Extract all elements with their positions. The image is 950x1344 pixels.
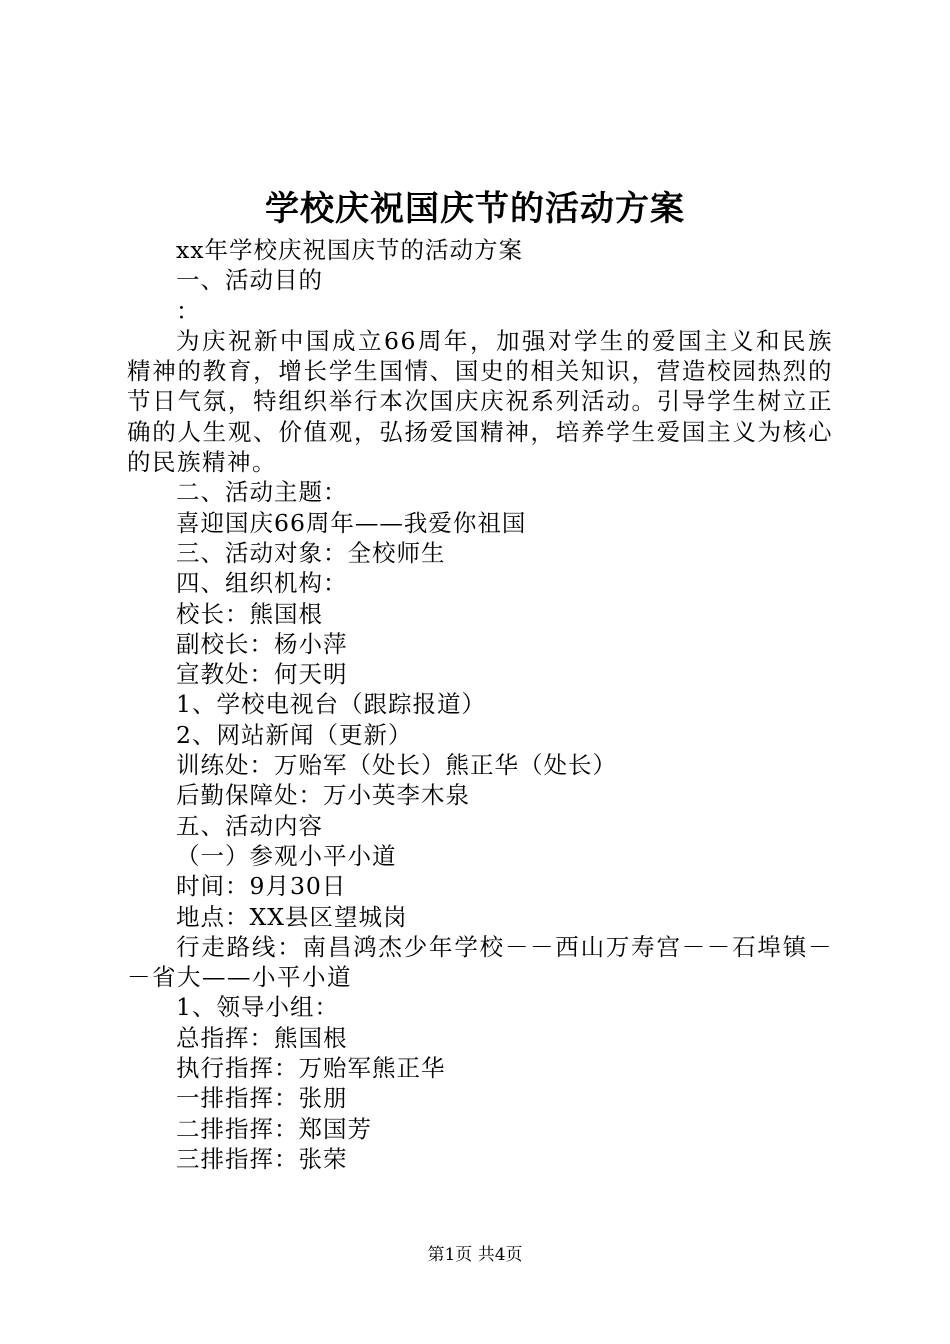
text-line: 总指挥：熊国根 <box>176 1023 348 1052</box>
text-line: 训练处：万贻军（处长）熊正华（处长） <box>176 751 617 780</box>
text-line: 副校长：杨小萍 <box>176 629 348 658</box>
text-line: 地点：XX县区望城岗 <box>176 902 408 931</box>
text-line: 宣教处：何天明 <box>176 660 348 689</box>
section-heading: 三、活动对象：全校师生 <box>176 538 446 567</box>
text-line: 一排指挥：张朋 <box>176 1084 348 1113</box>
text-line: 1、领导小组： <box>176 993 339 1022</box>
section-heading: 四、组织机构： <box>176 569 348 598</box>
section-heading: 五、活动内容 <box>176 811 323 840</box>
text-line: 时间：9月30日 <box>176 872 347 901</box>
document-title: 学校庆祝国庆节的活动方案 <box>265 189 685 229</box>
document-body <box>127 235 833 1174</box>
section-heading: 一、活动目的 <box>176 266 323 295</box>
text-line: 1、学校电视台（跟踪报道） <box>176 690 486 719</box>
text-line: 喜迎国庆66周年——我爱你祖国 <box>176 508 527 537</box>
text-line: 校长：熊国根 <box>176 599 323 628</box>
section-heading: 二、活动主题： <box>176 478 348 507</box>
text-line: 执行指挥：万贻军熊正华 <box>176 1054 446 1083</box>
page-footer: 第1页 共4页 <box>427 1245 523 1265</box>
text-line: 后勤保障处：万小英李木泉 <box>176 781 470 810</box>
text-line: （一）参观小平小道 <box>176 841 397 870</box>
text-line: 2、网站新闻（更新） <box>176 720 413 749</box>
text-line: ： <box>176 296 201 325</box>
text-line: 二排指挥：郑国芳 <box>176 1114 372 1143</box>
route-paragraph: 行走路线：南昌鸿杰少年学校－－西山万寿宫－－石埠镇－－省大——小平小道 <box>127 932 833 992</box>
subtitle-line: xx年学校庆祝国庆节的活动方案 <box>176 236 524 264</box>
text-line: 三排指挥：张荣 <box>176 1144 348 1173</box>
purpose-paragraph: 为庆祝新中国成立66周年，加强对学生的爱国主义和民族精神的教育，增长学生国情、国史的相关知识，营造校园热烈的节日气氛，特组织举行本次国庆庆祝系列活动。引导学生树立正确的人生观、价值观，弘扬爱国精神，培养学生爱国主义为核心的民族精神。 <box>127 326 833 477</box>
